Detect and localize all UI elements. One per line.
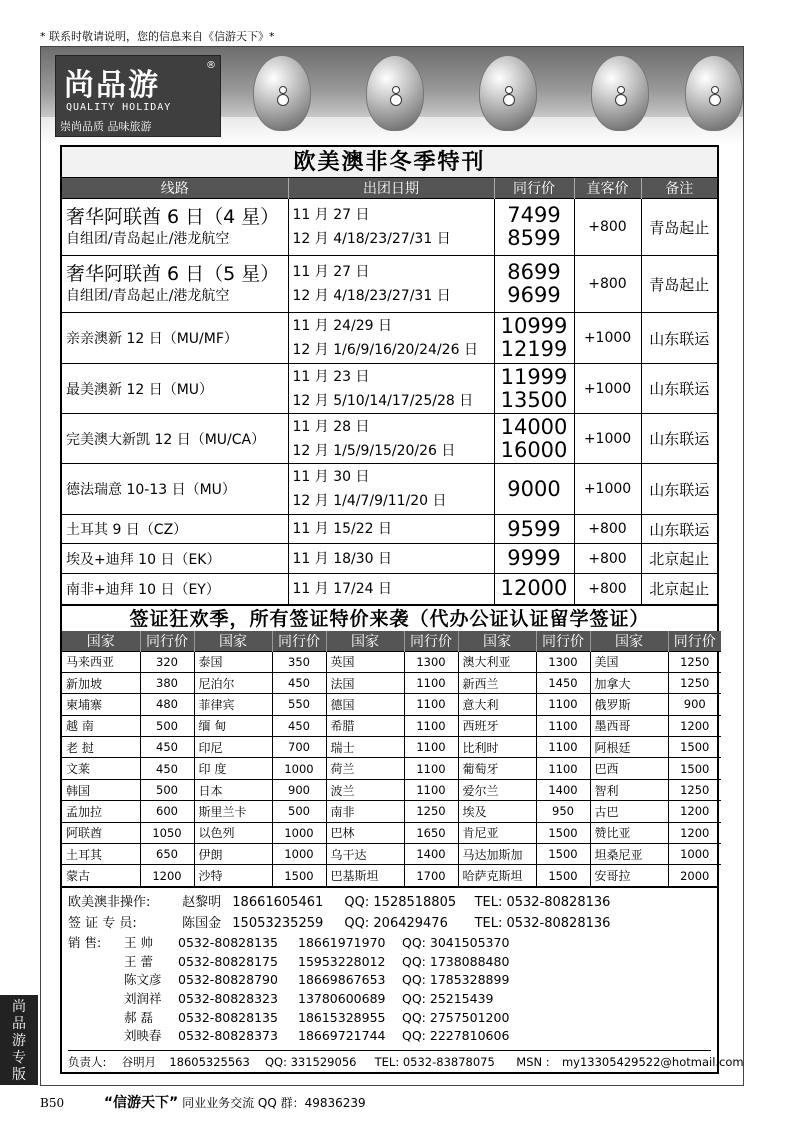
departure-date: 12 月 1/5/9/15/20/26 日 bbox=[292, 442, 456, 459]
trade-price: 9699 bbox=[507, 283, 561, 307]
visa-price: 1000 bbox=[668, 844, 721, 865]
col-header: 同行价 bbox=[536, 631, 590, 652]
visa-table-header bbox=[62, 631, 721, 652]
departure-date: 11 月 30 日 bbox=[292, 469, 370, 485]
table-row bbox=[62, 694, 721, 715]
visa-price: 1300 bbox=[404, 651, 458, 672]
visa-price: 1250 bbox=[404, 801, 458, 822]
visa-price: 1200 bbox=[668, 715, 721, 736]
departure-date: 11 月 18/30 日 bbox=[292, 550, 393, 567]
contact-name: 刘润祥 bbox=[124, 991, 162, 1007]
side-tab bbox=[0, 995, 38, 1085]
table-row bbox=[62, 414, 717, 464]
visa-country: 土耳其 bbox=[62, 844, 140, 865]
retail-markup: +800 bbox=[574, 256, 641, 313]
contact-phone: 18605325563 bbox=[169, 1054, 250, 1069]
footer-brand: “信游天下” bbox=[103, 1095, 179, 1111]
visa-country: 新加坡 bbox=[62, 672, 140, 693]
contact-tel: TEL: 0532-80828136 bbox=[474, 916, 611, 932]
route-name: 土耳其 9 日（CZ） bbox=[62, 515, 288, 544]
retail-markup: +800 bbox=[574, 515, 641, 544]
table-row bbox=[62, 672, 721, 693]
visa-country: 以色列 bbox=[194, 822, 272, 843]
table-row bbox=[62, 822, 721, 843]
visa-country: 墨西哥 bbox=[590, 715, 668, 736]
table-row bbox=[62, 199, 717, 256]
visa-price: 2000 bbox=[668, 865, 721, 886]
retail-markup: +1000 bbox=[574, 364, 641, 414]
visa-price: 900 bbox=[272, 779, 326, 800]
visa-price: 450 bbox=[272, 672, 326, 693]
visa-country: 印尼 bbox=[194, 737, 272, 758]
retail-markup: +800 bbox=[574, 199, 641, 256]
table-row bbox=[62, 574, 717, 604]
visa-country: 新西兰 bbox=[458, 672, 536, 693]
col-header: 国家 bbox=[326, 631, 404, 652]
contact-tel: TEL: 0532-80828136 bbox=[474, 895, 611, 911]
table-row bbox=[62, 515, 717, 544]
visa-price: 1250 bbox=[668, 672, 721, 693]
departure-date: 11 月 27 日 bbox=[292, 264, 370, 280]
col-header: 同行价 bbox=[140, 631, 194, 652]
footer-text: 同业业务交流 QQ 群：49836239 bbox=[182, 1096, 366, 1110]
visa-country: 印 度 bbox=[194, 758, 272, 779]
route-name: 南非+迪拜 10 日（EY） bbox=[62, 574, 288, 604]
visa-country: 瑞士 bbox=[326, 737, 404, 758]
table-row bbox=[62, 801, 721, 822]
trade-price: 7499 bbox=[507, 203, 561, 227]
visa-price: 1100 bbox=[404, 737, 458, 758]
trade-price: 12000 bbox=[500, 576, 568, 601]
visa-country: 韩国 bbox=[62, 779, 140, 800]
visa-price: 1200 bbox=[140, 865, 194, 886]
table-row bbox=[62, 779, 721, 800]
contact-qq: QQ: 1738088480 bbox=[402, 953, 510, 969]
visa-price: 950 bbox=[536, 801, 590, 822]
visa-country: 德国 bbox=[326, 694, 404, 715]
visa-price: 1250 bbox=[668, 651, 721, 672]
visa-price: 1650 bbox=[404, 822, 458, 843]
contact-phone: 18661971970 bbox=[298, 935, 386, 951]
visa-country: 文莱 bbox=[62, 758, 140, 779]
page-footer bbox=[40, 1092, 366, 1112]
visa-country: 安哥拉 bbox=[590, 865, 668, 886]
visa-country: 西班牙 bbox=[458, 715, 536, 736]
contact-tel: 0532-80828790 bbox=[178, 972, 278, 988]
header-banner bbox=[41, 47, 743, 145]
contact-name: 王 帅 bbox=[124, 935, 153, 951]
visa-country: 阿根廷 bbox=[590, 737, 668, 758]
visa-price: 1400 bbox=[404, 844, 458, 865]
visa-price: 1100 bbox=[536, 758, 590, 779]
visa-country: 巴基斯坦 bbox=[326, 865, 404, 886]
remark: 北京起止 bbox=[641, 544, 717, 574]
contact-tel: 0532-80828373 bbox=[178, 1028, 278, 1044]
trade-price: 10999 bbox=[500, 314, 568, 338]
side-tab-char: 游 bbox=[12, 1033, 26, 1049]
visa-country: 孟加拉 bbox=[62, 801, 140, 822]
page-number: B50 bbox=[40, 1096, 65, 1110]
contact-phone: 18615328955 bbox=[298, 1009, 386, 1025]
visa-price: 1500 bbox=[668, 737, 721, 758]
contact-qq: QQ: 3041505370 bbox=[402, 935, 510, 951]
visa-price: 1500 bbox=[668, 758, 721, 779]
manager-contact bbox=[68, 1050, 744, 1070]
col-header: 国家 bbox=[194, 631, 272, 652]
visa-country: 意大利 bbox=[458, 694, 536, 715]
remark: 山东联运 bbox=[641, 515, 717, 544]
visa-country: 比利时 bbox=[458, 737, 536, 758]
visa-country: 缅 甸 bbox=[194, 715, 272, 736]
visa-country: 南非 bbox=[326, 801, 404, 822]
col-header: 国家 bbox=[590, 631, 668, 652]
visa-price: 550 bbox=[272, 694, 326, 715]
contact-name: 陈文彦 bbox=[124, 972, 162, 988]
table-row bbox=[62, 651, 721, 672]
side-tab-char: 品 bbox=[12, 1016, 26, 1032]
contact-qq: QQ: 1528518805 bbox=[344, 895, 457, 911]
visa-price: 1000 bbox=[272, 844, 326, 865]
snow-globe-icon bbox=[479, 55, 537, 131]
visa-country: 伊朗 bbox=[194, 844, 272, 865]
visa-price: 1050 bbox=[140, 822, 194, 843]
table-row bbox=[62, 313, 717, 364]
tour-table-header bbox=[62, 178, 717, 199]
remark: 山东联运 bbox=[641, 364, 717, 414]
contact-name: 谷明月 bbox=[121, 1054, 157, 1069]
visa-price: 1500 bbox=[536, 844, 590, 865]
departure-date: 12 月 5/10/14/17/25/28 日 bbox=[292, 392, 474, 409]
table-row bbox=[62, 364, 717, 414]
col-header: 同行价 bbox=[404, 631, 458, 652]
route-name: 埃及+迪拜 10 日（EK） bbox=[62, 544, 288, 574]
contact-label: 签 证 专 员: bbox=[68, 916, 137, 932]
main-content bbox=[60, 145, 744, 1074]
visa-price: 700 bbox=[272, 737, 326, 758]
remark: 北京起止 bbox=[641, 574, 717, 604]
logo-slogan: 崇尚品质 品味旅游 bbox=[60, 120, 152, 133]
route-name: 亲亲澳新 12 日（MU/MF） bbox=[62, 313, 288, 364]
visa-country: 沙特 bbox=[194, 865, 272, 886]
visa-price: 900 bbox=[668, 694, 721, 715]
page-title: 欧美澳非冬季特刊 bbox=[62, 147, 717, 178]
visa-price: 1500 bbox=[536, 822, 590, 843]
visa-price: 1450 bbox=[536, 672, 590, 693]
table-row bbox=[62, 464, 717, 515]
col-header: 同行价 bbox=[494, 178, 574, 199]
departure-date: 12 月 1/6/9/16/20/24/26 日 bbox=[292, 342, 478, 358]
visa-price: 1700 bbox=[404, 865, 458, 886]
sales-contact bbox=[68, 953, 711, 972]
top-note: * 联系时敬请说明，您的信息来自《信游天下》* bbox=[40, 30, 275, 43]
contact-qq: QQ: 2227810606 bbox=[402, 1028, 510, 1044]
sales-contact bbox=[68, 990, 711, 1009]
retail-markup: +1000 bbox=[574, 313, 641, 364]
visa-price: 600 bbox=[140, 801, 194, 822]
msn-label: MSN : bbox=[516, 1054, 550, 1069]
visa-country: 肯尼亚 bbox=[458, 822, 536, 843]
retail-markup: +1000 bbox=[574, 464, 641, 515]
contact-phone: 15953228012 bbox=[298, 953, 386, 969]
visa-price: 1200 bbox=[668, 801, 721, 822]
contact-tel: 0532-80828135 bbox=[178, 1009, 278, 1025]
contact-phone: 18669867653 bbox=[298, 972, 386, 988]
snow-globe-icon bbox=[366, 55, 424, 131]
contact-label: 欧美澳非操作: bbox=[68, 895, 151, 911]
visa-price: 450 bbox=[140, 758, 194, 779]
contact-tel: 0532-80828323 bbox=[178, 991, 278, 1007]
tour-table bbox=[62, 178, 717, 604]
visa-price: 450 bbox=[272, 715, 326, 736]
visa-country: 乌干达 bbox=[326, 844, 404, 865]
sales-contact bbox=[68, 1009, 711, 1028]
snow-globe-icon bbox=[591, 55, 649, 131]
visa-contact bbox=[68, 913, 711, 934]
visa-price: 480 bbox=[140, 694, 194, 715]
visa-price: 1100 bbox=[404, 715, 458, 736]
visa-price: 500 bbox=[140, 779, 194, 800]
remark: 山东联运 bbox=[641, 464, 717, 515]
visa-country: 加拿大 bbox=[590, 672, 668, 693]
trade-price: 8699 bbox=[507, 260, 561, 284]
trade-price: 13500 bbox=[500, 387, 568, 412]
visa-price: 1100 bbox=[404, 672, 458, 693]
departure-date: 11 月 17/24 日 bbox=[292, 580, 393, 597]
contact-phone: 18669721744 bbox=[298, 1028, 386, 1044]
table-row bbox=[62, 758, 721, 779]
col-header: 直客价 bbox=[574, 178, 641, 199]
visa-country: 马达加斯加 bbox=[458, 844, 536, 865]
visa-price: 1100 bbox=[536, 737, 590, 758]
contact-phone: 15053235259 bbox=[232, 916, 324, 932]
departure-date: 12 月 4/18/23/27/31 日 bbox=[292, 231, 451, 247]
visa-country: 俄罗斯 bbox=[590, 694, 668, 715]
departure-date: 11 月 15/22 日 bbox=[292, 521, 393, 537]
visa-country: 越 南 bbox=[62, 715, 140, 736]
contact-qq: QQ: 206429476 bbox=[344, 916, 448, 932]
contact-phone: 13780600689 bbox=[298, 991, 386, 1007]
visa-table bbox=[62, 631, 721, 887]
visa-price: 650 bbox=[140, 844, 194, 865]
visa-price: 1100 bbox=[536, 694, 590, 715]
remark: 青岛起止 bbox=[641, 199, 717, 256]
visa-country: 哈萨克斯坦 bbox=[458, 865, 536, 886]
visa-country: 英国 bbox=[326, 651, 404, 672]
visa-country: 柬埔寨 bbox=[62, 694, 140, 715]
visa-price: 1100 bbox=[404, 694, 458, 715]
visa-country: 波兰 bbox=[326, 779, 404, 800]
visa-price: 380 bbox=[140, 672, 194, 693]
contact-phone: 18661605461 bbox=[232, 895, 324, 911]
visa-price: 1250 bbox=[668, 779, 721, 800]
contact-qq: QQ: 331529056 bbox=[264, 1054, 357, 1069]
visa-price: 350 bbox=[272, 651, 326, 672]
sales-contact bbox=[68, 934, 711, 953]
visa-price: 1200 bbox=[668, 822, 721, 843]
ops-contact bbox=[68, 892, 711, 913]
visa-country: 巴林 bbox=[326, 822, 404, 843]
visa-country: 赞比亚 bbox=[590, 822, 668, 843]
route-detail: 自组团/青岛起止/港龙航空 bbox=[66, 288, 230, 304]
side-tab-char: 尚 bbox=[12, 999, 26, 1015]
visa-country: 巴西 bbox=[590, 758, 668, 779]
visa-country: 马来西亚 bbox=[62, 651, 140, 672]
trade-price: 9000 bbox=[507, 476, 561, 501]
visa-price: 1500 bbox=[536, 865, 590, 886]
visa-country: 法国 bbox=[326, 672, 404, 693]
snow-globe-icon bbox=[685, 55, 743, 131]
col-header: 同行价 bbox=[668, 631, 721, 652]
contact-label: 销 售: bbox=[68, 935, 102, 951]
contact-name: 刘映春 bbox=[124, 1028, 162, 1044]
contact-tel: 0532-80828175 bbox=[178, 953, 278, 969]
visa-country: 埃及 bbox=[458, 801, 536, 822]
trade-price: 11999 bbox=[500, 364, 568, 389]
col-header: 国家 bbox=[458, 631, 536, 652]
contact-label: 负责人: bbox=[68, 1054, 107, 1069]
visa-country: 古巴 bbox=[590, 801, 668, 822]
trade-price: 16000 bbox=[500, 437, 568, 462]
visa-country: 美国 bbox=[590, 651, 668, 672]
visa-price: 500 bbox=[272, 801, 326, 822]
col-header: 出团日期 bbox=[288, 178, 494, 199]
visa-country: 阿联酋 bbox=[62, 822, 140, 843]
visa-country: 爱尔兰 bbox=[458, 779, 536, 800]
retail-markup: +800 bbox=[574, 574, 641, 604]
sales-contacts bbox=[68, 934, 711, 1046]
visa-price: 1300 bbox=[536, 651, 590, 672]
visa-country: 澳大利亚 bbox=[458, 651, 536, 672]
contact-msn: my13305429522@hotmail.com bbox=[561, 1054, 744, 1069]
departure-date: 11 月 28 日 bbox=[292, 418, 370, 435]
side-tab-char: 版 bbox=[12, 1067, 26, 1083]
trade-price: 8599 bbox=[507, 226, 561, 250]
visa-price: 1100 bbox=[536, 715, 590, 736]
table-row bbox=[62, 865, 721, 886]
visa-price: 1500 bbox=[272, 865, 326, 886]
route-name: 奢华阿联酋 6 日（5 星） bbox=[66, 263, 280, 285]
visa-country: 希腊 bbox=[326, 715, 404, 736]
visa-price: 500 bbox=[140, 715, 194, 736]
route-name: 奢华阿联酋 6 日（4 星） bbox=[66, 206, 280, 228]
table-row bbox=[62, 544, 717, 574]
side-tab-char: 专 bbox=[12, 1050, 26, 1066]
visa-section-title: 签证狂欢季，所有签证特价来袭（代办公证认证留学签证） bbox=[62, 604, 717, 631]
remark: 青岛起止 bbox=[641, 256, 717, 313]
departure-date: 12 月 4/18/23/27/31 日 bbox=[292, 288, 451, 304]
contact-name: 郝 磊 bbox=[124, 1009, 153, 1025]
departure-date: 11 月 27 日 bbox=[292, 207, 370, 223]
contact-name: 陈国金 bbox=[182, 916, 222, 932]
retail-markup: +1000 bbox=[574, 414, 641, 464]
contact-tel: 0532-80828135 bbox=[178, 935, 278, 951]
remark: 山东联运 bbox=[641, 313, 717, 364]
route-name: 完美澳大新凯 12 日（MU/CA） bbox=[62, 414, 288, 464]
visa-country: 菲律宾 bbox=[194, 694, 272, 715]
visa-price: 320 bbox=[140, 651, 194, 672]
visa-country: 老 挝 bbox=[62, 737, 140, 758]
col-header: 同行价 bbox=[272, 631, 326, 652]
visa-country: 尼泊尔 bbox=[194, 672, 272, 693]
brand-logo bbox=[55, 55, 221, 137]
contact-qq: QQ: 2757501200 bbox=[402, 1009, 510, 1025]
col-header: 线路 bbox=[62, 178, 288, 199]
contact-tel: TEL: 0532-83878075 bbox=[374, 1054, 495, 1069]
visa-price: 1100 bbox=[404, 779, 458, 800]
trade-price: 9999 bbox=[507, 546, 561, 570]
visa-price: 1100 bbox=[404, 758, 458, 779]
route-name: 最美澳新 12 日（MU） bbox=[62, 364, 288, 414]
snow-globe-icon bbox=[253, 55, 311, 131]
logo-english: QUALITY HOLIDAY bbox=[66, 102, 172, 113]
contact-qq: QQ: 1785328899 bbox=[402, 972, 510, 988]
visa-price: 1000 bbox=[272, 758, 326, 779]
trade-price: 12199 bbox=[500, 337, 568, 361]
table-row bbox=[62, 256, 717, 313]
trade-price: 14000 bbox=[500, 414, 568, 439]
visa-price: 1000 bbox=[272, 822, 326, 843]
visa-country: 智利 bbox=[590, 779, 668, 800]
visa-price: 450 bbox=[140, 737, 194, 758]
route-name: 德法瑞意 10-13 日（MU） bbox=[62, 464, 288, 515]
contact-qq: QQ: 25215439 bbox=[402, 991, 494, 1007]
table-row bbox=[62, 737, 721, 758]
departure-date: 11 月 23 日 bbox=[292, 368, 370, 385]
sales-contact bbox=[68, 1027, 711, 1046]
contact-name: 王 蕾 bbox=[124, 953, 153, 969]
registered-mark: ® bbox=[206, 60, 216, 71]
remark: 山东联运 bbox=[641, 414, 717, 464]
contact-name: 赵黎明 bbox=[182, 895, 222, 911]
visa-country: 斯里兰卡 bbox=[194, 801, 272, 822]
retail-markup: +800 bbox=[574, 544, 641, 574]
trade-price: 9599 bbox=[507, 516, 561, 541]
table-row bbox=[62, 715, 721, 736]
visa-country: 蒙古 bbox=[62, 865, 140, 886]
col-header: 国家 bbox=[62, 631, 140, 652]
col-header: 备注 bbox=[641, 178, 717, 199]
route-detail: 自组团/青岛起止/港龙航空 bbox=[66, 231, 230, 247]
table-row bbox=[62, 844, 721, 865]
visa-country: 荷兰 bbox=[326, 758, 404, 779]
visa-country: 葡萄牙 bbox=[458, 758, 536, 779]
departure-date: 11 月 24/29 日 bbox=[292, 318, 393, 334]
logo-chinese: 尚品游 bbox=[64, 68, 160, 103]
visa-country: 日本 bbox=[194, 779, 272, 800]
visa-country: 坦桑尼亚 bbox=[590, 844, 668, 865]
departure-date: 12 月 1/4/7/9/11/20 日 bbox=[292, 493, 447, 509]
visa-country: 泰国 bbox=[194, 651, 272, 672]
visa-price: 1400 bbox=[536, 779, 590, 800]
sales-contact bbox=[68, 971, 711, 990]
contact-section bbox=[62, 886, 744, 1072]
